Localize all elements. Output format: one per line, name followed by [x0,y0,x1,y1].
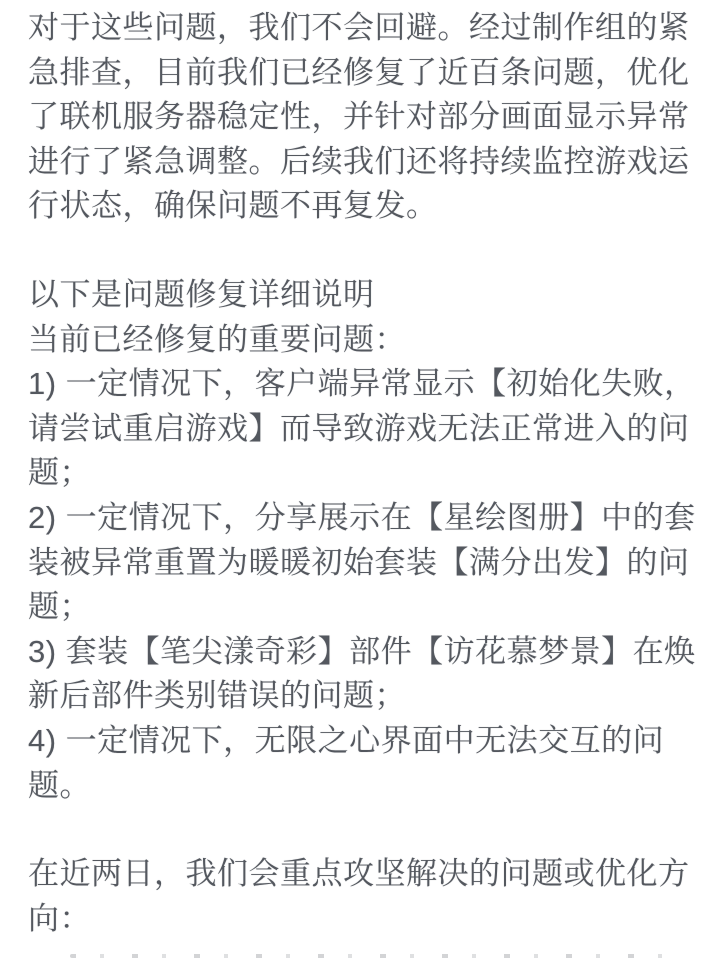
text-line: 了联机服务器稳定性，并针对部分画面显示异常 [28,99,690,135]
upcoming-heading-line: 在近两日，我们会重点攻坚解决的问题或优化方 [28,856,690,892]
section-subheading: 当前已经修复的重要问题： [28,321,406,357]
cutoff-next-line-marks [70,954,690,958]
text-line: 行状态，确保问题不再复发。 [28,188,438,224]
text-line: 进行了紧急调整。后续我们还将持续监控游戏运 [28,143,690,179]
issue-3-line: 3) 套装【笔尖漾奇彩】部件【访花慕梦景】在焕 [28,633,696,669]
text-line: 急排查，目前我们已经修复了近百条问题，优化 [28,54,690,90]
paragraph-intro [28,6,696,229]
issue-4-line: 4) 一定情况下，无限之心界面中无法交互的问 [28,722,665,758]
section-heading: 以下是问题修复详细说明 [28,276,375,312]
text-line: 对于这些问题，我们不会回避。经过制作组的紧 [28,10,690,45]
issue-4-line: 题。 [28,767,91,803]
issue-1-line: 请尝试重启游戏】而导致游戏无法正常进入的问 [28,410,690,446]
issue-1-line: 1) 一定情况下，客户端异常显示【初始化失败， [28,366,696,402]
issue-1-line: 题； [28,455,91,491]
issue-2-line: 题； [28,589,91,625]
upcoming-heading-line: 向： [28,900,91,936]
issue-3-line: 新后部件类别错误的问题； [28,678,406,714]
issue-2-line: 装被异常重置为暖暖初始套装【满分出发】的问 [28,544,690,580]
paragraph-fixed-issues [28,273,696,808]
paragraph-upcoming [28,852,696,941]
issue-2-line: 2) 一定情况下，分享展示在【星绘图册】中的套 [28,499,696,535]
